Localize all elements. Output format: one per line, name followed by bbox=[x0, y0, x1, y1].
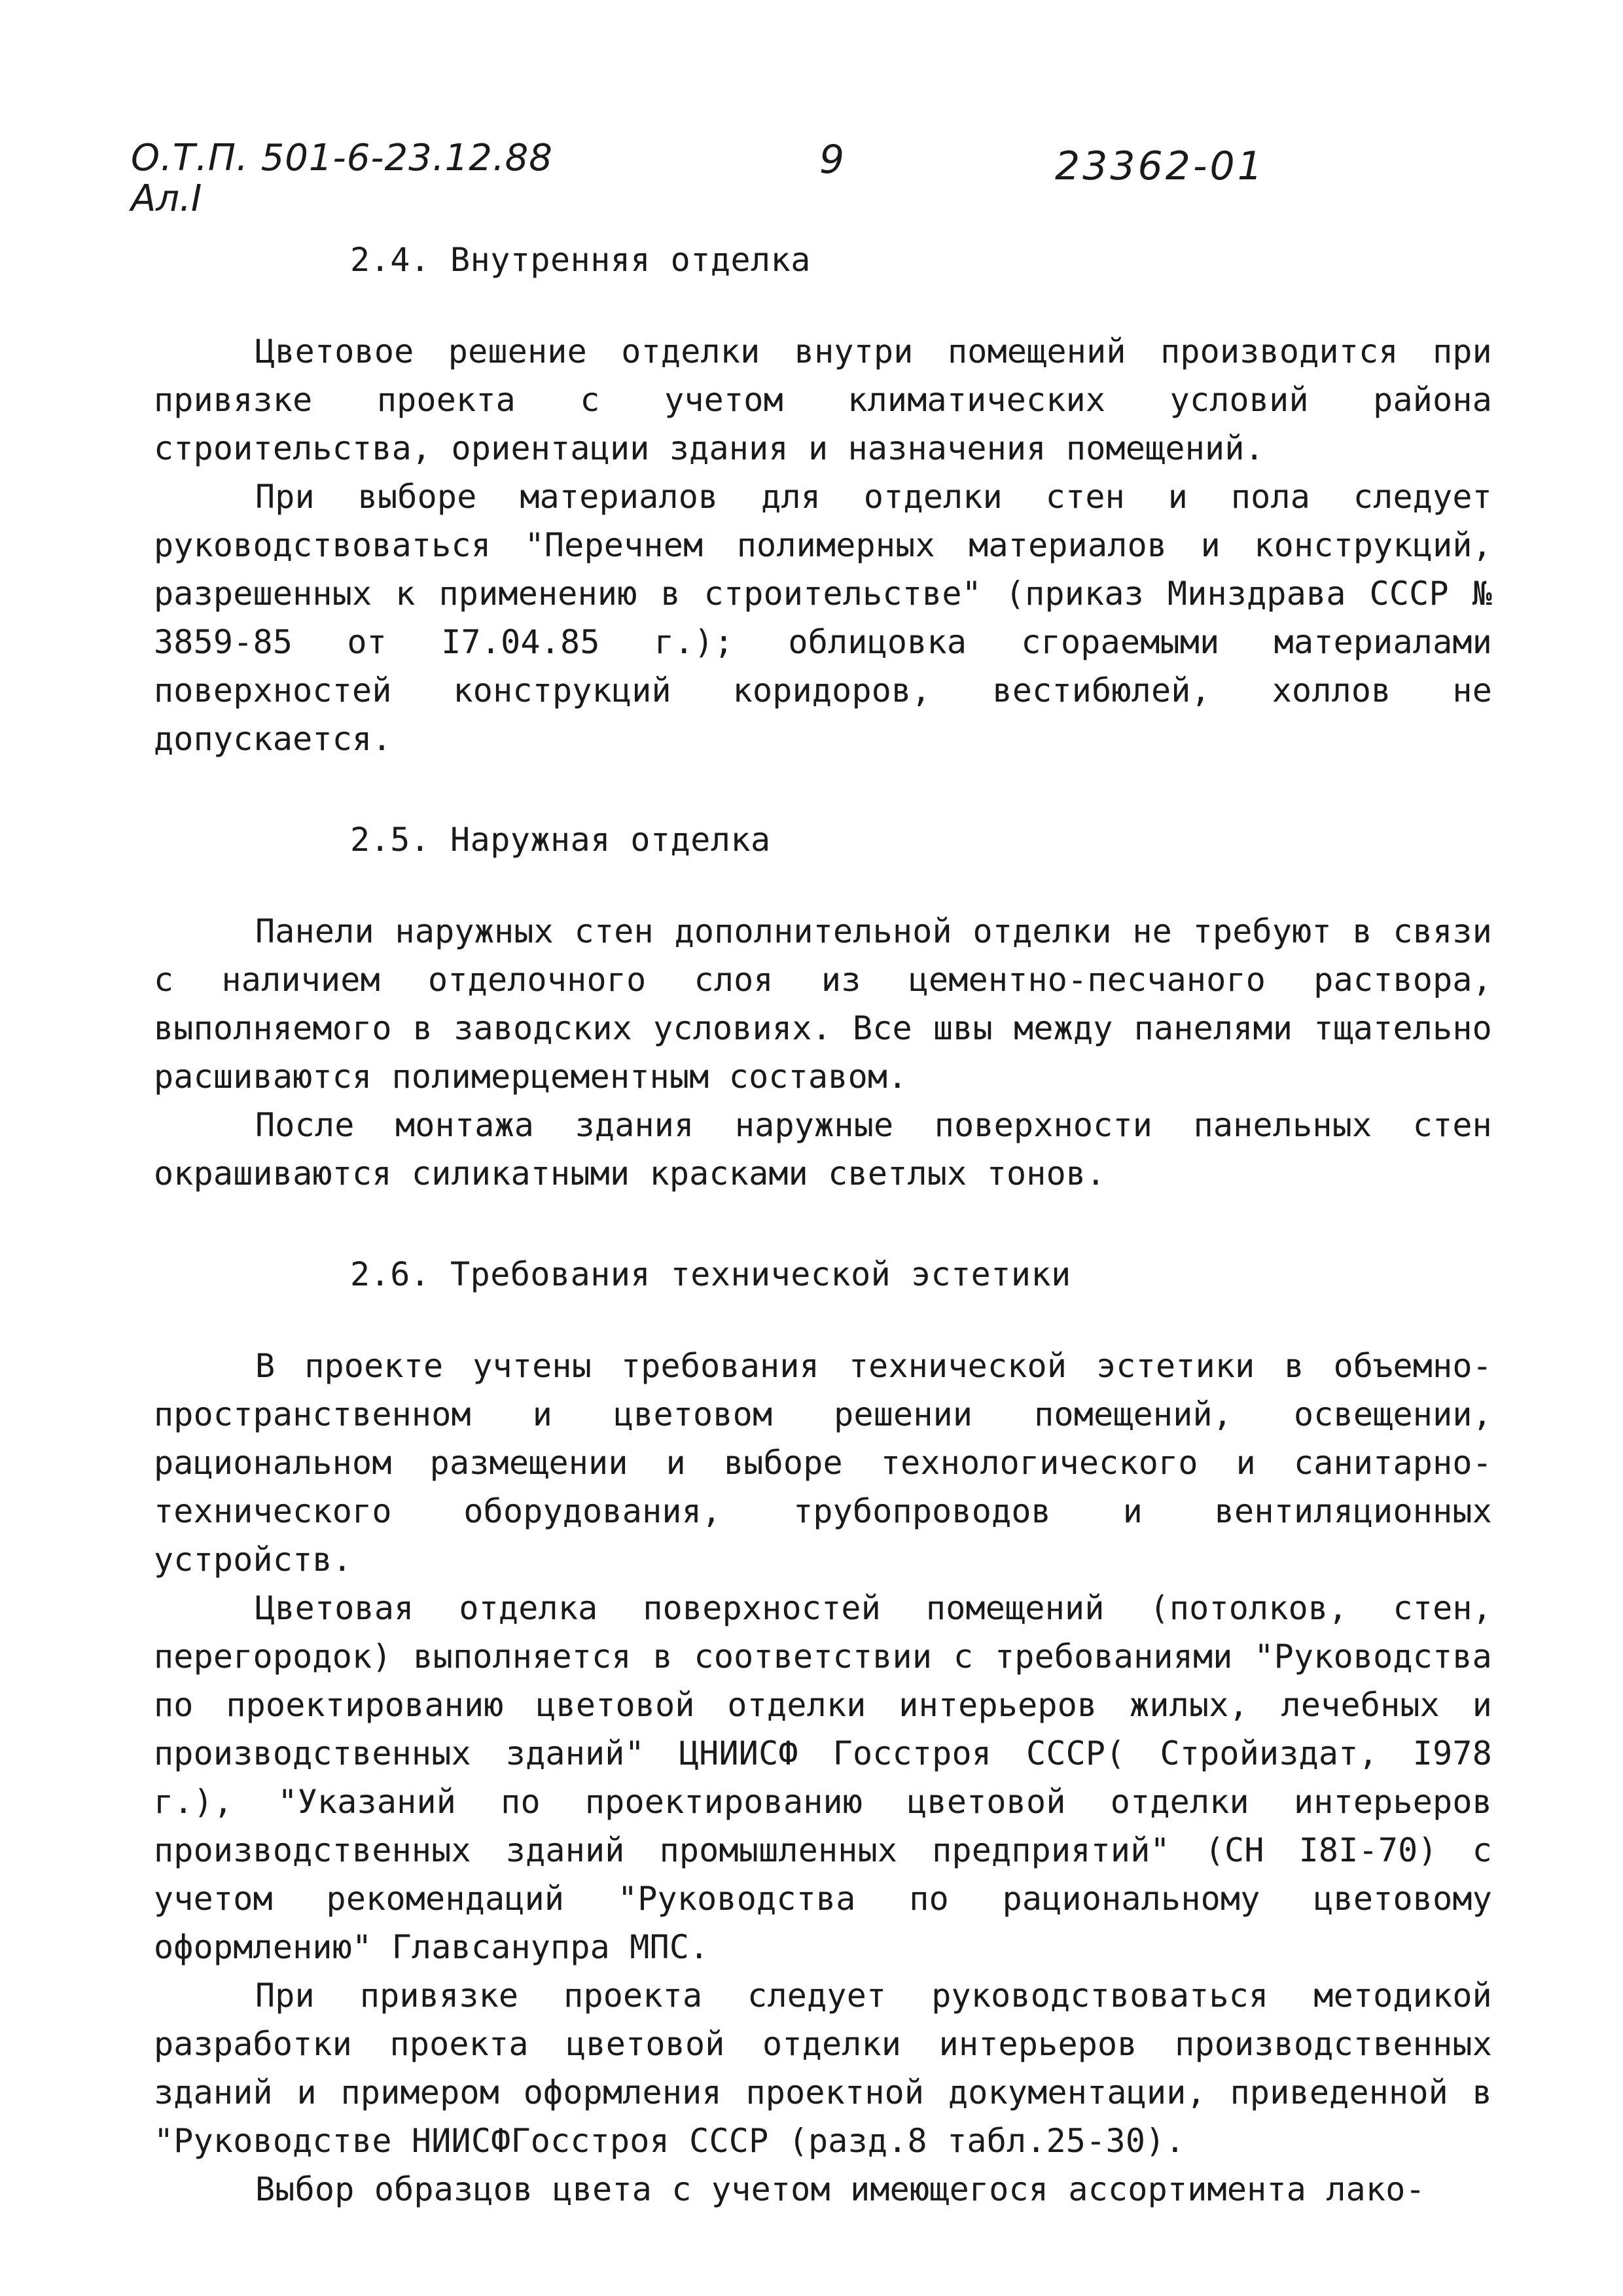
paragraph: Цветовое решение отделки внутри помещений производится при привязке проекта с учетом климатических условий района строительства, ориентации здания и назначения помещений. bbox=[154, 332, 1492, 467]
paragraph: Выбор образцов цвета с учетом имеющегося ассортимента лако- bbox=[255, 2170, 1425, 2208]
paragraph: После монтажа здания наружные поверхности панельных стен окрашиваются силикатными красками светлых тонов. bbox=[154, 1106, 1492, 1193]
sheet-label: Ал.I bbox=[131, 177, 202, 220]
section-title-technical-aesthetics: 2.6. Требования технической эстетики bbox=[350, 1255, 1071, 1293]
paragraph: В проекте учтены требования технической эстетики в объемно-пространственном и цветовом решении помещений, освещении, рациональном размещении и выборе технологического и санитарно-технического оборудования, трубопроводов и вентиляционных устройств. bbox=[154, 1347, 1492, 1579]
document-code: О.Т.П. 501-6-23.12.88 bbox=[131, 137, 553, 179]
section-title-exterior-finish: 2.5. Наружная отделка bbox=[350, 821, 771, 859]
paragraph: При выборе материалов для отделки стен и пола следует руководствоваться "Перечнем полимерных материалов и конструкций, разрешенных к применению в строительстве" (приказ Минздрава СССР № 3859-85 от I7.04.85 г.); облицовка сгораемыми материалами поверхностей конструкций коридоров, вестибюлей, холлов не допускается. bbox=[154, 478, 1492, 758]
paragraph: Панели наружных стен дополнительной отделки не требуют в связи с наличием отделочного слоя из цементно-песчаного раствора, выполняемого в заводских условиях. Все швы между панелями тщательно расшиваются полимерцементным составом. bbox=[154, 912, 1492, 1096]
paragraph: При привязке проекта следует руководствоваться методикой разработки проекта цветовой отделки интерьеров производственных зданий и примером оформления проектной документации, приведенной в "Руководстве НИИСФГосстроя СССР (разд.8 табл.25-30). bbox=[154, 1977, 1492, 2160]
section-title-interior-finish: 2.4. Внутренняя отделка bbox=[350, 241, 811, 279]
paragraph: Цветовая отделка поверхностей помещений (потолков, стен, перегородок) выполняется в соответствии с требованиями "Руководства по проектированию цветовой отделки интерьеров жилых, лечебных и производственных зданий" ЦНИИСФ Госстроя СССР( Стройиздат, I978 г.), "Указаний по проектированию цветовой отделки интерьеров производственных зданий промышленных предприятий" (СН I8I-70) с учетом рекомендаций "Руководства по рациональному цветовому оформлению" Главсанупра МПС. bbox=[154, 1589, 1492, 1966]
page-number: 9 bbox=[819, 137, 845, 183]
document-body bbox=[154, 236, 1492, 2214]
registration-number: 23362-01 bbox=[1055, 143, 1265, 189]
